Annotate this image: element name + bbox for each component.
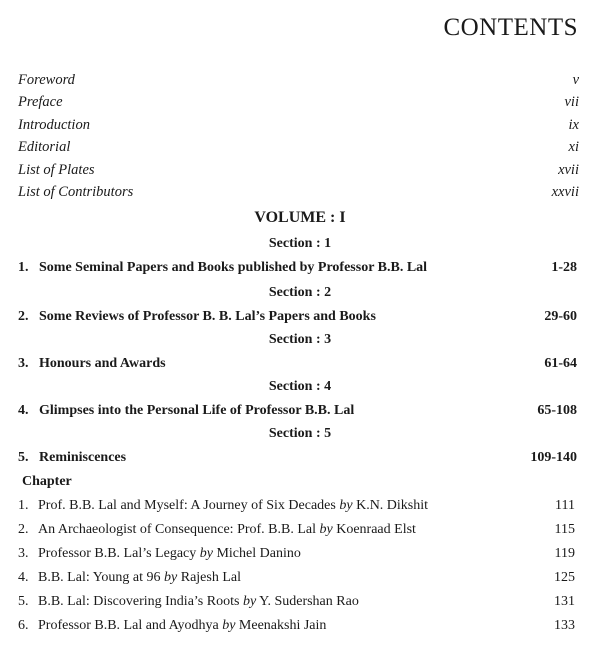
- chapter-title: Professor B.B. Lal and Ayodhya: [38, 618, 219, 633]
- front-matter-label: List of Contributors: [18, 184, 134, 200]
- section-heading: Section : 4: [268, 379, 332, 394]
- chapter-by: by: [242, 594, 257, 609]
- chapter-text: [38, 522, 416, 538]
- section-number: 3.: [18, 356, 29, 371]
- section-number: 1.: [18, 260, 29, 275]
- front-matter-item: [18, 117, 579, 137]
- chapter-author: K.N. Dikshit: [356, 498, 429, 513]
- front-matter-item: [18, 162, 579, 182]
- chapter-page: 111: [555, 498, 575, 513]
- chapter-entry: [18, 618, 579, 638]
- chapter-author: Rajesh Lal: [180, 570, 241, 585]
- page-title: CONTENTS: [443, 14, 578, 41]
- chapter-number: 3.: [18, 546, 29, 561]
- front-matter-label: Foreword: [18, 72, 75, 88]
- chapter-number: 5.: [18, 594, 29, 609]
- front-matter-item: [18, 94, 579, 114]
- chapter-author: Koenraad Elst: [336, 522, 416, 537]
- front-matter-item: [18, 184, 579, 204]
- section-pages: 1-28: [551, 260, 577, 275]
- chapter-text: [38, 546, 301, 562]
- chapter-text: [38, 618, 326, 634]
- chapter-heading: Chapter: [22, 474, 72, 489]
- section-title: Some Seminal Papers and Books published by Professor B.B. Lal: [39, 260, 428, 275]
- section-title: Some Reviews of Professor B. B. Lal’s Papers and Books: [39, 309, 376, 324]
- front-matter-label: List of Plates: [18, 162, 95, 178]
- front-matter-page: ix: [568, 117, 579, 133]
- front-matter-label: Introduction: [18, 117, 90, 133]
- chapter-entry: [18, 498, 579, 518]
- chapter-title: Professor B.B. Lal’s Legacy: [38, 546, 197, 561]
- chapter-title: B.B. Lal: Discovering India’s Roots: [38, 594, 240, 609]
- chapter-page: 131: [554, 594, 575, 609]
- chapter-by: by: [339, 498, 353, 513]
- chapter-text: [38, 570, 241, 586]
- section-number: 4.: [18, 403, 29, 418]
- chapter-author: Meenakshi Jain: [238, 618, 327, 633]
- chapter-page: 119: [554, 546, 575, 561]
- chapter-by: by: [222, 618, 236, 633]
- chapter-page: 115: [554, 522, 575, 537]
- chapter-by: by: [199, 546, 213, 561]
- section-number: 5.: [18, 450, 29, 465]
- chapter-title: An Archaeologist of Consequence: Prof. B.B. Lal: [38, 522, 317, 537]
- chapter-page: 125: [554, 570, 575, 585]
- chapter-entry: [18, 546, 579, 566]
- front-matter-item: [18, 72, 579, 92]
- chapter-by: by: [164, 570, 178, 585]
- front-matter-page: v: [572, 72, 579, 88]
- chapter-number: 6.: [18, 618, 29, 633]
- section-title: Glimpses into the Personal Life of Professor B.B. Lal: [39, 403, 355, 418]
- chapter-number: 4.: [18, 570, 29, 585]
- chapter-number: 1.: [18, 498, 29, 513]
- front-matter-label: Preface: [18, 94, 63, 110]
- front-matter-page: vii: [564, 94, 579, 110]
- section-entry: [18, 356, 579, 376]
- section-number: 2.: [18, 309, 29, 324]
- front-matter-item: [18, 139, 579, 159]
- chapter-number: 2.: [18, 522, 29, 537]
- front-matter-page: xxvii: [551, 184, 579, 200]
- chapter-text: [38, 498, 428, 514]
- section-title: Honours and Awards: [39, 356, 166, 371]
- chapter-by: by: [319, 522, 333, 537]
- front-matter-page: xvii: [558, 162, 579, 178]
- section-pages: 109-140: [530, 450, 577, 465]
- chapter-page: 133: [554, 618, 575, 633]
- section-entry: [18, 450, 579, 470]
- chapter-author: Michel Danino: [216, 546, 301, 561]
- section-pages: 65-108: [537, 403, 577, 418]
- section-heading: Section : 5: [268, 426, 332, 441]
- section-entry: [18, 260, 579, 280]
- section-heading: Section : 3: [268, 332, 332, 347]
- section-pages: 61-64: [544, 356, 577, 371]
- section-pages: 29-60: [544, 309, 577, 324]
- volume-heading: VOLUME : I: [254, 209, 346, 226]
- section-title: Reminiscences: [39, 450, 127, 465]
- section-entry: [18, 309, 579, 329]
- chapter-title: B.B. Lal: Young at 96: [38, 570, 161, 585]
- chapter-title: Prof. B.B. Lal and Myself: A Journey of Six Decades: [38, 498, 336, 513]
- chapter-author: Y. Sudershan Rao: [259, 594, 359, 609]
- section-heading: Section : 1: [268, 236, 332, 251]
- front-matter-page: xi: [568, 139, 579, 155]
- chapter-text: [38, 594, 359, 610]
- front-matter-label: Editorial: [18, 139, 71, 155]
- section-entry: [18, 403, 579, 423]
- chapter-entry: [18, 570, 579, 590]
- chapter-entry: [18, 522, 579, 542]
- chapter-entry: [18, 594, 579, 614]
- section-heading: Section : 2: [268, 285, 332, 300]
